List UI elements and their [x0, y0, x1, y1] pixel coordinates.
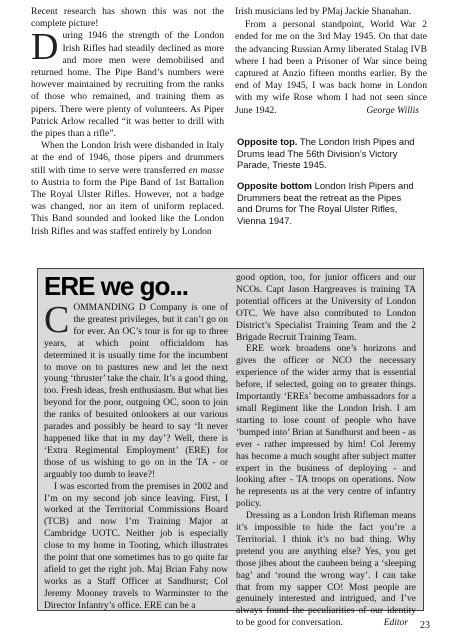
page-number: 23 [420, 620, 430, 631]
box-right-column [236, 273, 416, 630]
paragraph [31, 140, 224, 238]
paragraph: Recent research has shown this was not the complete picture! [31, 6, 224, 30]
paragraph: Irish musicians led by PMaj Jackie Shanahan. [235, 6, 412, 17]
paragraph-text: uring 1946 the strength of the London Irish Rifles had steadily declined as more and more men were demobilised and returned home. The Pipe Band’s numbers were however maintained by recruiting from the ranks of those who remained, and training them as pipers. There were plenty of volunteers. As Piper Patrick Arlow recalled “it was better to drill with the pipes than a rifle”. [31, 30, 224, 140]
editor-signature: Editor [383, 618, 408, 629]
paragraph-text: When the London Irish were disbanded in Italy at the end of 1946, those pipers and drummers still with time to serve were transferred [31, 140, 224, 176]
caption-label: Opposite bottom [237, 180, 312, 191]
paragraph [44, 299, 228, 482]
paragraph [235, 19, 427, 117]
caption-label: Opposite top. [237, 136, 298, 147]
article-left-column [31, 6, 224, 238]
box-title: ERE we go... [44, 271, 189, 301]
paragraph-text: Dressing as a London Irish Rifleman means it’s impossible to hide the fact you’re a Territorial. I think it’s no bad thing. Why pretend you are anything else? Yes, you get those jibes about the caubeen being a ‘sleeping bag’ and ‘round the wrong way’. I can take that from my sapper CO! Most people are genuinely interested and intrigued, and I’ve always found the peculiarities of our identity to be good for conversation. [236, 511, 416, 629]
paragraph: ERE work broadens one’s horizons and gives the officer or NCO the necessary experience of the wider army that is essential before, if selected, going on to greater things. Importantly ‘EREs’ become ambassadors for a small Regiment like the London Irish. I am starting to lose count of people who have ‘bumped into’ Brian at Sandhurst and been - as ever - rather impressed by him! Col Jeremy has become a much sought after subject matter expert in the business of deploying - and looking after - TA troops on operations. Now he represents us at the very centre of infantry policy. [236, 344, 416, 510]
drop-cap: D [31, 26, 59, 69]
article-right-column [235, 6, 427, 117]
box-left-column [44, 299, 228, 613]
caption-opposite-top [237, 136, 417, 171]
paragraph [236, 511, 416, 630]
caption-text: London Irish Pipers and Drummers beat the retreat as the Pipes and Drums for The Royal Ulster Rifles, Vienna 1947. [237, 180, 414, 226]
paragraph: I was escorted from the premises in 2002 and I’m on my second job since leaving. First, I worked at the Territorial Commissions Board (TCB) and now I’m Training Major at Cambridge UOTC. Neither job is especially close to my home in Tooting, which illustrates the point that one sometimes has to go quite far afield to get the right job. Maj Brian Fahy now works as a Staff Officer at Sandhurst; Col Jeremy Mooney travels to Warminster to the Director Infantry’s office. ERE can be a [44, 481, 228, 611]
paragraph-text: to Austria to form the Pipe Band of 1st Battalion The Royal Ulster Rifles. However, not a badge was changed, nor an item of uniform replaced. This Band sounded and looked like the London Irish Rifles and was staffed entirely by London [31, 176, 224, 237]
drop-cap: C [44, 299, 70, 341]
paragraph-text: From a personal standpoint, World War 2 ended for me on the 3rd May 1945. On that date the advancing Russian Army liberated Stalag IVB where I had been a Prisoner of War since being captured at Anzio fifteen months earlier. By the end of May 1945, I was back home in London with my wife Rose whom I had not seen since June 1942. [235, 19, 427, 116]
paragraph: good option, too, for junior officers and our NCOs. Capt Jason Hargreaves is training TA potential officers at the University of London OTC. We have also contributed to London District’s Specialist Training Team and the 2 Brigade Recruit Training Team. [236, 273, 416, 343]
caption-text: The London Irish Pipes and Drums lead The 56th Division’s Victory Parade, Trieste 1945. [237, 136, 415, 171]
caption-opposite-bottom [237, 180, 417, 226]
author-signature: George Willis [366, 104, 419, 116]
paragraph [31, 26, 224, 140]
paragraph-text: OMMANDING D Company is one of the greatest privileges, but it can’t go on for ever. An OC’s tour is for up to three years, at which point officialdom has determined it is usually time for the incumbent to move on to pastures new and let the next young ‘thruster’ take the chair. It’s a good thing, too. Fresh ideas, fresh enthusiasm. But what lies beyond for the poor, outgoing OC, soon to join the ranks of besuited onlookers at our various parades and possibly be heard to say ‘It never happened like that in my day’? Well, there is ‘Extra Regimental Employment’ (ERE) for those of us wishing to go on in the TA - or arguably too dumb to leave?! [44, 303, 228, 480]
emphasis-text: en masse [188, 164, 225, 176]
